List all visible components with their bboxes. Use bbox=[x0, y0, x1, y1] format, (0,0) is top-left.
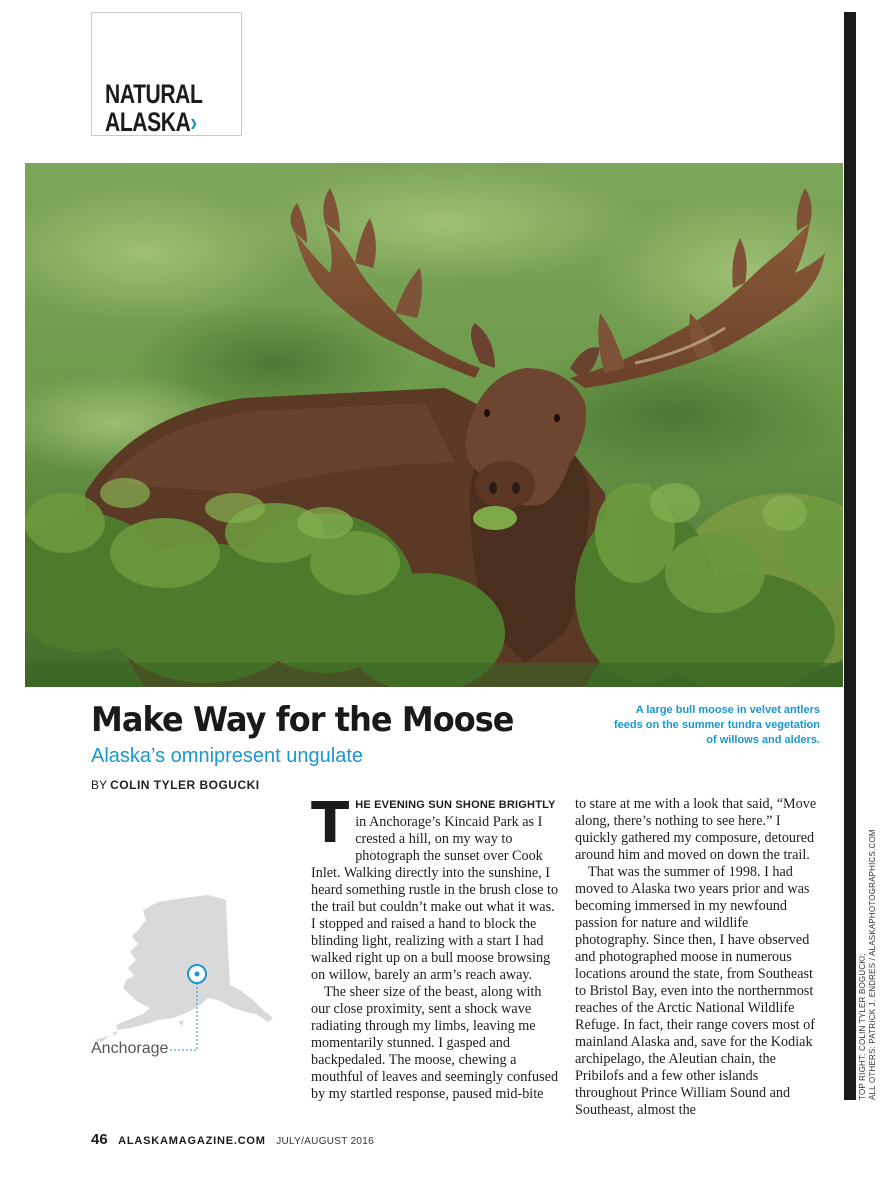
section-tag-line1: NATURAL bbox=[105, 79, 203, 109]
section-tag-line2: ALASKA bbox=[105, 107, 191, 137]
paragraph-1 bbox=[311, 791, 559, 984]
moose-photo-illustration bbox=[25, 163, 843, 687]
body-column-1 bbox=[311, 791, 559, 1103]
issue-date: JULY/AUGUST 2016 bbox=[276, 1136, 375, 1147]
section-tag-box bbox=[91, 12, 242, 136]
paragraph-3: to stare at me with a look that said, “Move along, there’s nothing to see here.” I quickly gathered my composure, detoured around him and moved on down the trail. bbox=[575, 796, 817, 863]
magazine-site: ALASKAMAGAZINE.COM bbox=[118, 1135, 266, 1147]
map-label-anchorage: Anchorage bbox=[91, 1040, 169, 1057]
article-subtitle: Alaska’s omnipresent ungulate bbox=[91, 745, 364, 767]
alaska-locator-map bbox=[88, 890, 288, 1060]
section-tag bbox=[105, 80, 202, 136]
byline-prefix: BY bbox=[91, 778, 111, 792]
byline-author: COLIN TYLER BOGUCKI bbox=[110, 778, 260, 792]
moose-photo bbox=[25, 163, 843, 687]
photo-credit bbox=[858, 829, 878, 1100]
photo-credit-line2: ALL OTHERS: PATRICK J. ENDRES / ALASKAPHOTOGRAPHICS.COM bbox=[868, 829, 877, 1100]
drop-cap: T bbox=[311, 791, 350, 856]
photo-caption: A large bull moose in velvet antlers feeds on the summer tundra vegetation of willows and alders. bbox=[614, 704, 820, 746]
article-title: Make Way for the Moose bbox=[91, 700, 514, 740]
alaska-shape bbox=[116, 895, 273, 1030]
page-footer bbox=[91, 1131, 374, 1149]
chevron-right-icon: › bbox=[190, 107, 197, 137]
paragraph-4: That was the summer of 1998. I had moved to Alaska two years prior and was becoming immersed in my newfound passion for nature and wildlife photography. Since then, I have observed and photographed moose in numerous locations around the state, from Southeast to Bristol Bay, even into the northernmost reaches of the Arctic National Wildlife Refuge. In fact, their range covers most of mainland Alaska and, save for the Kodiak archipelago, the Aleutian chain, the Pribilofs and a few other islands throughout Prince William Sound and Southeast, almost the bbox=[575, 864, 815, 1118]
page-number: 46 bbox=[91, 1131, 108, 1148]
edge-bar bbox=[844, 12, 856, 1100]
location-marker-dot bbox=[195, 972, 200, 977]
byline bbox=[91, 778, 260, 792]
body-column-2 bbox=[575, 796, 823, 1119]
paragraph-2: The sheer size of the beast, along with our close proximity, sent a shock wave radiating through my limbs, leaving me momentarily stunned. I gasped and backpedaled. The moose, chewing a mouthful of leaves and seemingly confused by my startled response, paused mid-bite bbox=[311, 984, 559, 1102]
photo-credit-line1: TOP RIGHT: COLIN TYLER BOGUCKI; bbox=[858, 953, 867, 1100]
paragraph-1-text: in Anchorage’s Kincaid Park as I crested a hill, on my way to photograph the sunset over Cook Inlet. Walking directly into the sunshine, I heard something rustle in the brush close to the trail but couldn’t make out what it was. I stopped and raised a hand to block the blinding light, realizing with a start I had walked right up on a bull moose browsing on willow, barely an arm’s reach away. bbox=[311, 814, 559, 983]
lead-in: HE EVENING SUN SHONE BRIGHTLY bbox=[355, 799, 556, 811]
